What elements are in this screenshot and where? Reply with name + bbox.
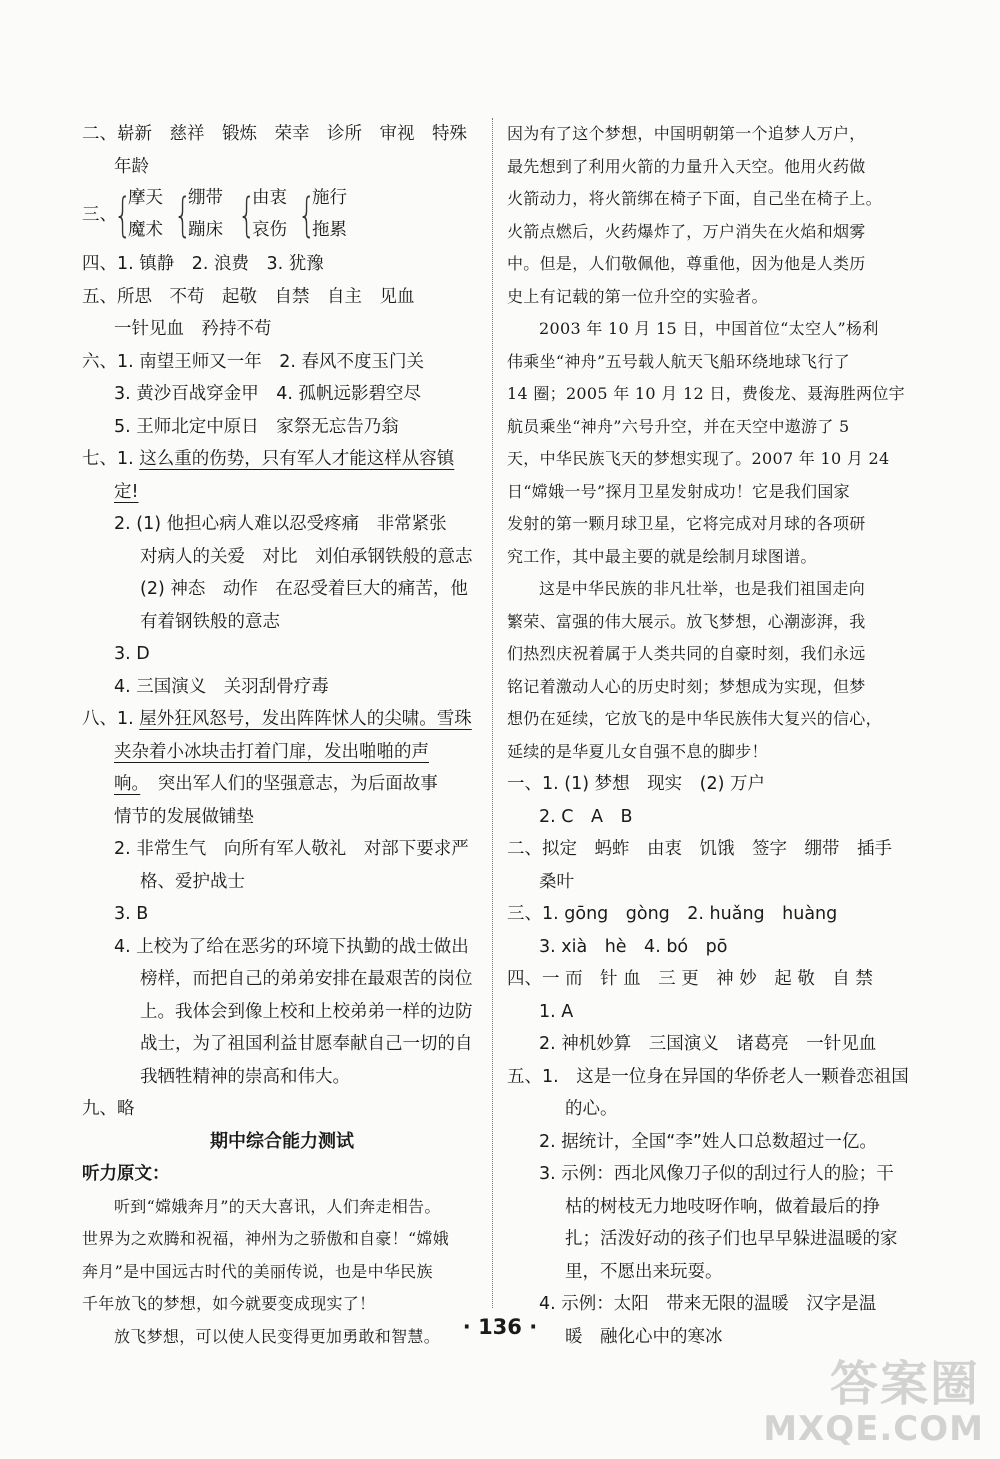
passage-line: 千年放飞的梦想，如今就要变成现实了！ <box>82 1294 376 1313</box>
right-column <box>507 118 907 1353</box>
section-6-line-1: 六、1. 南望王师又一年 2. 春风不度玉门关 <box>82 351 425 372</box>
brace-word: 绷带 <box>188 188 223 208</box>
passage-line: 铭记着激动人心的历史时刻；梦想成为实现，但梦 <box>507 676 866 696</box>
passage-line: 们热烈庆祝着属于人类共同的自豪时刻，我们永远 <box>507 644 866 663</box>
exam-title: 期中综合能力测试 <box>210 1130 354 1152</box>
r-section-5-q2: 2. 据统计，全国“李”姓人口总数超过一亿。 <box>539 1131 877 1152</box>
passage-line: 奔月”是中国远古时代的美丽传说，也是中华民族 <box>82 1261 433 1281</box>
r-section-3-line-1: 三、1. gōng gòng 2. huǎng huàng <box>507 904 838 924</box>
listening-label: 听力原文： <box>82 1164 170 1184</box>
passage-line: 中。但是，人们敬佩他，尊重他，因为他是人类历 <box>507 254 866 273</box>
section-5-line-1: 五、所思 不苟 起敬 自禁 自主 见血 <box>82 286 415 307</box>
section-8-q1-line-4: 情节的发展做铺垫 <box>114 806 254 827</box>
r-section-1-line-1: 一、1. (1) 梦想 现实 (2) 万户 <box>507 774 765 794</box>
q-prefix: 七、1. <box>82 449 134 469</box>
section-8-q4-line-4: 战士，为了祖国利益甘愿奉献自己一切的自 <box>140 1034 473 1054</box>
watermark-line-2: MXQE.COM <box>763 1409 984 1449</box>
section-7-q2-line-1: 2. (1) 他担心病人难以忍受疼痛 非常紧张 <box>114 514 447 534</box>
passage-line: 14 圈；2005 年 10 月 12 日，费俊龙、聂海胜两位宇 <box>507 384 905 403</box>
section-2-line-1: 二、崭新 慈祥 锻炼 荣幸 诊所 审视 特殊 <box>82 124 467 144</box>
r-section-5-q3-line-1: 3. 示例：西北风像刀子似的刮过行人的脸；干 <box>539 1164 894 1184</box>
section-8-q1-line-1 <box>82 703 482 736</box>
r-section-5-q3-line-4: 里，不愿出来玩耍。 <box>565 1261 723 1282</box>
section-7-q4: 4. 三国演义 关羽刮骨疗毒 <box>114 676 329 697</box>
watermark-logo <box>763 1345 992 1455</box>
section-7-q2-line-4: 有着钢铁般的意志 <box>140 611 280 632</box>
section-8-q4-line-1: 4. 上校为了给在恶劣的环境下执勤的战士做出 <box>114 936 469 957</box>
brace-icon: { <box>174 188 192 242</box>
section-8-q4-line-2: 榜样，而把自己的弟弟安排在最艰苦的岗位 <box>140 969 473 989</box>
passage-line: 火箭点燃后，火药爆炸了，万户消失在火焰和烟雾 <box>507 221 866 241</box>
left-column <box>82 118 482 1353</box>
column-divider <box>492 118 493 1308</box>
section-8-q4-line-3: 上。我体会到像上校和上校弟弟一样的边防 <box>140 1001 473 1022</box>
section-4: 四、1. 镇静 2. 浪费 3. 犹豫 <box>82 254 324 274</box>
r-section-5-q3-line-3: 扎；活泼好动的孩子们也早早躲进温暖的家 <box>565 1229 898 1249</box>
section-8-q4-line-5: 我牺牲精神的崇高和伟大。 <box>140 1066 350 1087</box>
passage-line: 想仍在延续，它放飞的是中华民族伟大复兴的信心， <box>507 709 882 728</box>
underlined-answer: 定! <box>114 481 139 502</box>
brace-word: 魔术 <box>128 220 163 240</box>
r-section-5-q1-line-1: 五、1. 这是一位身在异国的华侨老人一颗眷恋祖国 <box>507 1066 909 1087</box>
r-section-4-line-2: 1. A <box>539 1001 574 1022</box>
section-7-q2-line-3: (2) 神态 动作 在忍受着巨大的痛苦，他 <box>140 579 468 599</box>
passage-line: 这是中华民族的非凡壮举，也是我们祖国走向 <box>539 579 866 598</box>
page-number: · 136 · <box>462 1315 538 1339</box>
passage-line: 最先想到了利用火箭的力量升入天空。他用火药做 <box>507 156 866 176</box>
r-section-5-q4-line-2: 暖 融化心中的寒冰 <box>565 1326 723 1347</box>
passage-line: 2003 年 10 月 15 日，中国首位“太空人”杨利 <box>539 319 879 338</box>
passage-line: 日“嫦娥一号”探月卫星发射成功！它是我们国家 <box>507 481 850 501</box>
underlined-answer: 这么重的伤势，只有军人才能这样从容镇 <box>139 449 455 469</box>
section-8-q2-line-2: 格、爱护战士 <box>140 871 245 892</box>
r-section-5-q4-line-1: 4. 示例：太阳 带来无限的温暖 汉字是温 <box>539 1294 877 1314</box>
passage-line: 航员乘坐“神舟”六号升空，并在天空中遨游了 5 <box>507 416 850 436</box>
r-section-4-line-3: 2. 神机妙算 三国演义 诸葛亮 一针见血 <box>539 1034 877 1054</box>
answer-text: 突出军人们的坚强意志，为后面故事 <box>140 774 438 794</box>
section-2-line-2: 年龄 <box>114 156 149 177</box>
brace-word: 由衷 <box>252 188 287 208</box>
passage-line: 繁荣、富强的伟大展示。放飞梦想，心潮澎湃，我 <box>507 611 866 631</box>
section-6-line-2: 3. 黄沙百战穿金甲 4. 孤帆远影碧空尽 <box>114 384 422 404</box>
passage-line: 世界为之欢腾和祝福，神州为之骄傲和自豪！“嫦娥 <box>82 1229 450 1248</box>
passage-line: 史上有记载的第一位升空的实验者。 <box>507 286 768 306</box>
brace-word: 哀伤 <box>252 220 287 240</box>
passage-line: 伟乘坐“神舟”五号载人航天飞船环绕地球飞行了 <box>507 351 850 371</box>
underlined-answer: 响。 <box>114 774 141 794</box>
r-section-3-line-2: 3. xià hè 4. bó pō <box>539 936 728 957</box>
section-6-line-3: 5. 王师北定中原日 家祭无忘告乃翁 <box>114 416 399 437</box>
brace-icon: { <box>238 188 256 242</box>
q-prefix: 八、1. <box>82 709 134 729</box>
brace-icon: { <box>114 188 132 242</box>
passage-line: 究工作，其中最主要的就是绘制月球图谱。 <box>507 546 817 566</box>
section-3-brace-groups <box>82 183 482 248</box>
passage-line: 因为有了这个梦想，中国明朝第一个追梦人万户， <box>507 124 866 143</box>
section-8-q1-line-2 <box>82 736 482 769</box>
r-section-5-q3-line-2: 枯的树枝无力地吱呀作响，做着最后的挣 <box>565 1196 880 1217</box>
section-5-line-2: 一针见血 矜持不苟 <box>114 319 272 339</box>
section-9: 九、略 <box>82 1099 135 1119</box>
underlined-answer: 夹杂着小冰块击打着门扉，发出啪啪的声 <box>114 741 429 762</box>
brace-word: 施行 <box>312 188 347 208</box>
r-section-2-line-1: 二、拟定 蚂蚱 由衷 饥饿 签字 绷带 插手 <box>507 839 892 859</box>
r-section-4-line-1: 四、一 而 针 血 三 更 神 妙 起 敬 自 禁 <box>507 969 873 989</box>
brace-word: 摩天 <box>128 188 163 208</box>
section-8-q1-line-3 <box>82 768 482 801</box>
section-8-q3: 3. B <box>114 904 149 924</box>
brace-icon: { <box>298 188 316 242</box>
passage-line: 天，中华民族飞天的梦想实现了。2007 年 10 月 24 <box>507 449 890 468</box>
passage-line: 听到“嫦娥奔月”的天大喜讯，人们奔走相告。 <box>114 1196 441 1216</box>
section-8-q2-line-1: 2. 非常生气 向所有军人敬礼 对部下要求严 <box>114 839 469 859</box>
brace-word: 蹦床 <box>188 220 223 240</box>
r-section-5-q1-line-2: 的心。 <box>565 1099 618 1119</box>
passage-line: 发射的第一颗月球卫星，它将完成对月球的各项研 <box>507 514 866 533</box>
r-section-2-line-2: 桑叶 <box>539 871 574 892</box>
section-7-q2-line-2: 对病人的关爱 对比 刘伯承钢铁般的意志 <box>140 546 473 567</box>
passage-line: 放飞梦想，可以使人民变得更加勇敢和智慧。 <box>114 1326 441 1346</box>
section-7-q3: 3. D <box>114 644 150 664</box>
passage-line: 火箭动力，将火箭绑在椅子下面，自己坐在椅子上。 <box>507 189 882 208</box>
r-section-1-line-2: 2. C A B <box>539 806 633 827</box>
underlined-answer: 屋外狂风怒号，发出阵阵怵人的尖啸。雪珠 <box>139 709 472 729</box>
passage-line: 延续的是华夏儿女自强不息的脚步！ <box>507 741 768 761</box>
section-7-q1-line-1 <box>82 443 482 476</box>
section-7-q1-line-2 <box>82 476 482 509</box>
watermark-line-1: 答案圈 <box>829 1356 980 1412</box>
brace-word: 拖累 <box>312 220 347 240</box>
section-3-label: 三、 <box>82 205 117 225</box>
